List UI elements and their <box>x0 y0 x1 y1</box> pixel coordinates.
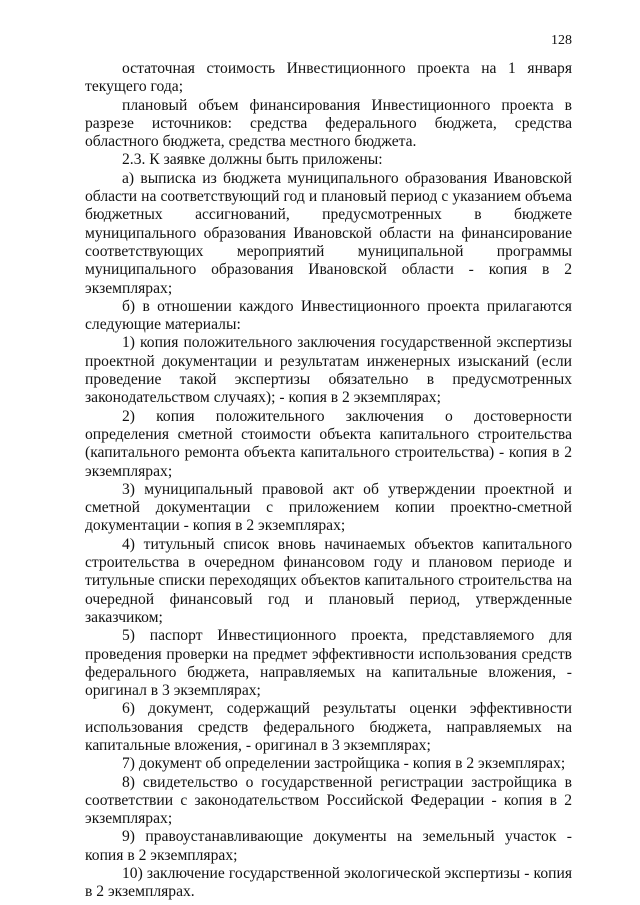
paragraph-item-2: 2) копия положительного заключения о достоверности определения сметной стоимости объекта капитального строительства (капитального ремонта объекта капитального строительства) - копия в 2 экземплярах; <box>85 407 572 480</box>
paragraph-planned-funding: плановый объем финансирования Инвестиционного проекта в разрезе источников: средства федерального бюджета, средства областного бюджета, средства местного бюджета. <box>85 96 572 151</box>
paragraph-item-3: 3) муниципальный правовой акт об утверждении проектной и сметной документации с приложением копии проектно-сметной документации - копия в 2 экземплярах; <box>85 480 572 535</box>
document-body <box>85 60 572 902</box>
paragraph-item-6: 6) документ, содержащий результаты оценки эффективности использования средств федерального бюджета, направляемых на капитальные вложения, - оригинал в 3 экземплярах; <box>85 700 572 754</box>
page-number: 128 <box>551 33 572 48</box>
paragraph-section-2-3: 2.3. К заявке должны быть приложены: <box>122 151 383 169</box>
paragraph-residual-value: остаточная стоимость Инвестиционного проекта на 1 января текущего года; <box>85 60 572 96</box>
paragraph-item-a: а) выписка из бюджета муниципального образования Ивановской области на соответствующий год и плановый период с указанием объема бюджетных ассигнований, предусмотренных в бюджете муниципального образования Ивановской области на финансирование соответствующих мероприятий муниципальной программы муниципального образования Ивановской области - копия в 2 экземплярах; <box>85 169 572 297</box>
paragraph-item-9: 9) правоустанавливающие документы на земельный участок - копия в 2 экземплярах; <box>85 828 572 864</box>
paragraph-item-4: 4) титульный список вновь начинаемых объектов капитального строительства в очередном финансовом году и плановом периоде и титульные списки переходящих объектов капитального строительства на очередной финансовый год и плановый период, утвержденные заказчиком; <box>85 535 572 626</box>
paragraph-item-5: 5) паспорт Инвестиционного проекта, представляемого для проведения проверки на предмет эффективности использования средств федерального бюджета, направляемых на капитальные вложения, - оригинал в 3 экземплярах; <box>85 627 572 700</box>
paragraph-item-b: б) в отношении каждого Инвестиционного проекта прилагаются следующие материалы: <box>85 297 572 334</box>
paragraph-item-7: 7) документ об определении застройщика - копия в 2 экземплярах; <box>122 755 566 773</box>
paragraph-item-10: 10) заключение государственной экологической экспертизы - копия в 2 экземплярах. <box>85 865 572 901</box>
paragraph-item-8: 8) свидетельство о государственной регистрации застройщика в соответствии с законодательством Российской Федерации - копия в 2 экземплярах; <box>85 773 572 828</box>
paragraph-item-1: 1) копия положительного заключения государственной экспертизы проектной документации и результатам инженерных изысканий (если проведение такой экспертизы обязательно в предусмотренных законодательством случаях); - копия в 2 экземплярах; <box>85 334 572 407</box>
